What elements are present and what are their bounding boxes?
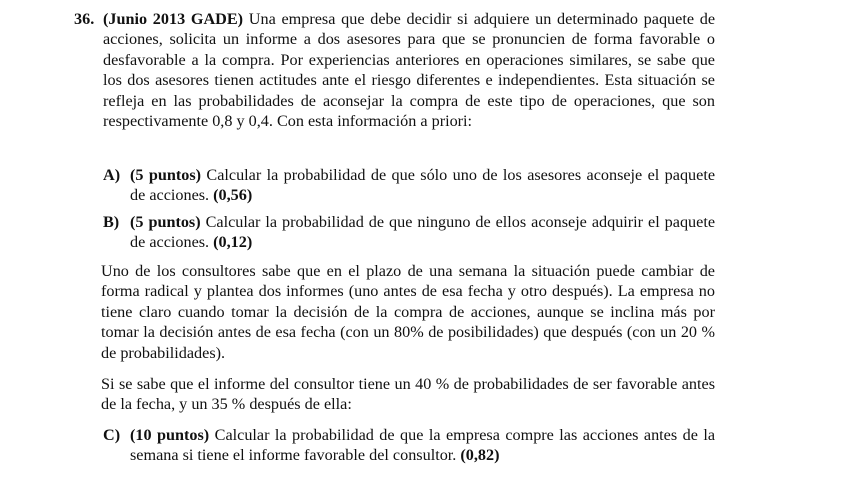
part-b-label: B) <box>103 213 120 231</box>
part-b-points: (5 puntos) <box>130 213 201 231</box>
problem-source: (Junio 2013 GADE) <box>103 10 244 28</box>
part-a-label: A) <box>103 166 121 184</box>
problem-intro <box>103 9 715 131</box>
part-b <box>130 212 715 253</box>
paragraph-consultant: Uno de los consultores sabe que en el plazo de una semana la situación puede cambiar de forma radical y plantea dos informes (uno antes de esa fecha y otro después). La empresa no tiene claro cuando tomar la decisión de la compra de acciones, aunque se inclina más por tomar la decisión antes de esa fecha (con un 80% de posibilidades) que después (con un 20 % de probabilidades). <box>101 262 715 362</box>
problem-intro-text: Una empresa que debe decidir si adquiere un determinado paquete de acciones, solicita un informe a dos asesores para que se pronuncien de forma favorable o desfavorable a la compra. Por experiencias anteriores en operaciones similares, se sabe que los dos asesores tienen actitudes ante el riesgo diferentes e independientes. Esta situación se refleja en las probabilidades de aconsejar la compra de este tipo de operaciones, que son respectivamente 0,8 y 0,4. Con esta información a priori: <box>103 10 716 131</box>
problem-number: 36. <box>74 10 95 28</box>
part-c-text: Calcular la probabilidad de que la empresa compre las acciones antes de la semana si tiene el informe favorable del consultor. <box>130 426 716 465</box>
part-a <box>130 165 715 206</box>
part-c-answer: (0,82) <box>460 446 500 465</box>
part-b-text: Calcular la probabilidad de que ninguno de ellos aconseje adquirir el paquete de acciones. <box>130 213 716 252</box>
part-c-points: (10 puntos) <box>130 426 210 444</box>
part-c <box>130 425 715 466</box>
paragraph-report: Si se sabe que el informe del consultor tiene un 40 % de probabilidades de ser favorable antes de la fecha, y un 35 % después de ella: <box>101 375 715 414</box>
part-a-answer: (0,56) <box>213 186 253 205</box>
part-a-text: Calcular la probabilidad de que sólo uno de los asesores aconseje el paquete de acciones. <box>130 166 715 205</box>
part-b-answer: (0,12) <box>213 233 253 252</box>
part-a-points: (5 puntos) <box>130 166 202 184</box>
part-c-label: C) <box>103 426 121 444</box>
